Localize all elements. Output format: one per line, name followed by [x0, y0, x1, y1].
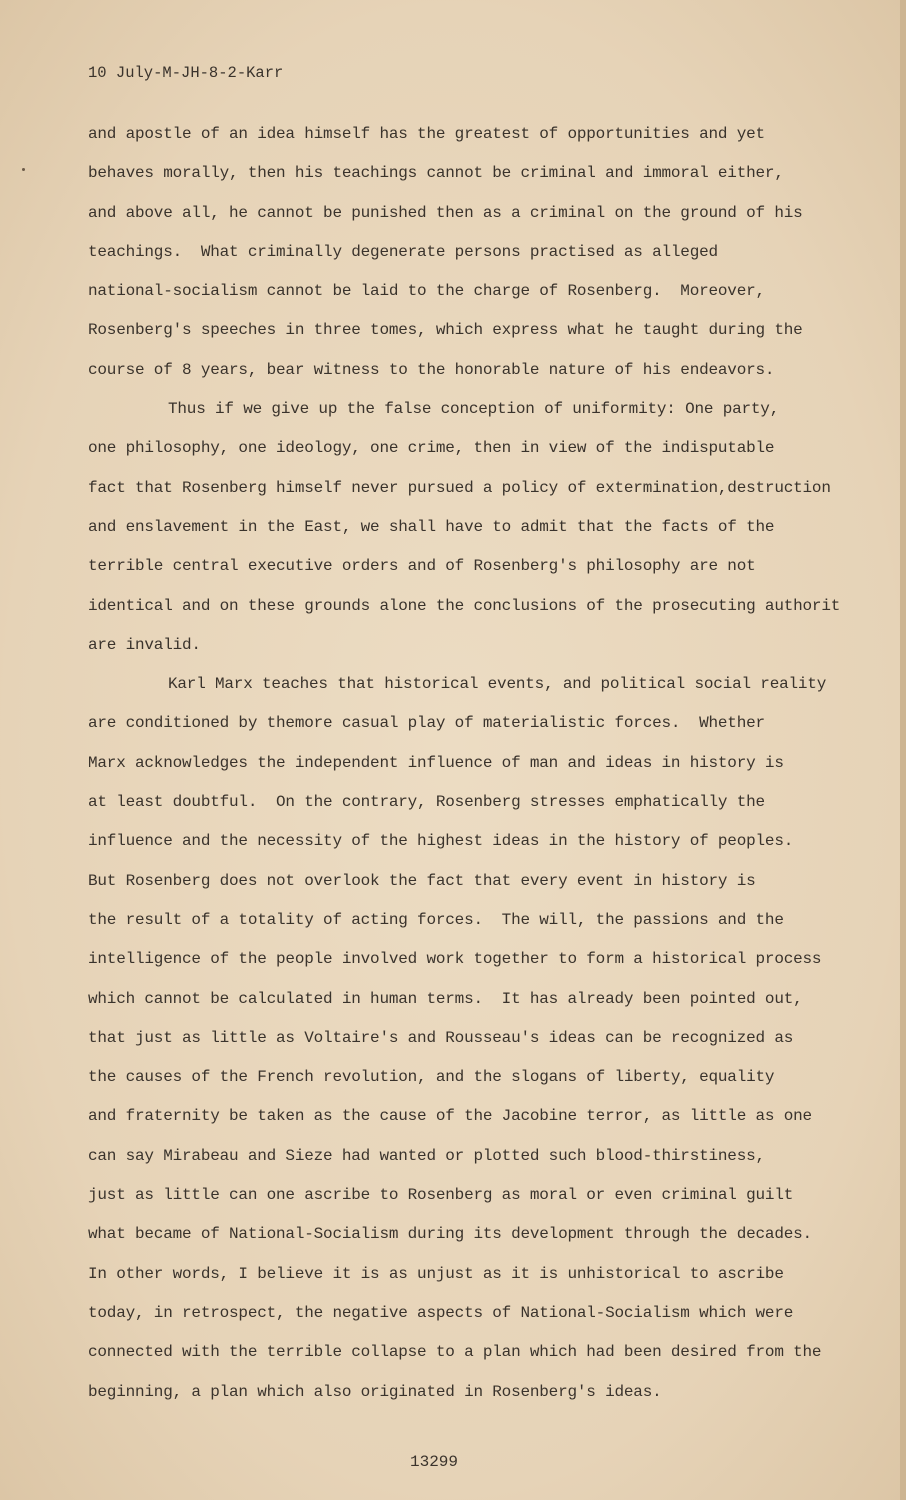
- text-line: fact that Rosenberg himself never pursued a policy of extermination,destruction: [88, 478, 831, 497]
- text-line: one philosophy, one ideology, one crime, then in view of the indisputable: [88, 439, 775, 458]
- paragraph: [88, 390, 868, 665]
- text-line: influence and the necessity of the highest ideas in the history of peoples.: [88, 832, 794, 851]
- text-line: are conditioned by themore casual play of materialistic forces. Whether: [88, 714, 765, 733]
- margin-mark: [22, 168, 25, 171]
- text-line: today, in retrospect, the negative aspects of National-Socialism which were: [88, 1303, 794, 1322]
- text-line: behaves morally, then his teachings cannot be criminal and immoral either,: [88, 164, 784, 183]
- text-line: the causes of the French revolution, and the slogans of liberty, equality: [88, 1068, 775, 1087]
- text-line: and above all, he cannot be punished then as a criminal on the ground of his: [88, 203, 803, 222]
- text-line: the result of a totality of acting forces. The will, the passions and the: [88, 910, 784, 929]
- page-edge: [900, 0, 906, 1500]
- paragraph: [88, 665, 868, 1412]
- text-line: terrible central executive orders and of Rosenberg's philosophy are not: [88, 557, 756, 576]
- text-line: that just as little as Voltaire's and Rousseau's ideas can be recognized as: [88, 1028, 794, 1047]
- text-line: In other words, I believe it is as unjust as it is unhistorical to ascribe: [88, 1264, 784, 1283]
- text-line: Marx acknowledges the independent influence of man and ideas in history is: [88, 753, 784, 772]
- document-header: 10 July-M-JH-8-2-Karr: [88, 64, 284, 82]
- text-line: and fraternity be taken as the cause of the Jacobine terror, as little as one: [88, 1107, 812, 1126]
- text-line: But Rosenberg does not overlook the fact that every event in history is: [88, 871, 756, 890]
- paragraph: [88, 115, 868, 390]
- text-line: and apostle of an idea himself has the greatest of opportunities and yet: [88, 125, 765, 143]
- text-line: intelligence of the people involved work together to form a historical process: [88, 950, 822, 969]
- text-line: Thus if we give up the false conception of uniformity: One party,: [168, 400, 780, 419]
- text-line: Karl Marx teaches that historical events, and political social reality: [168, 675, 827, 694]
- text-line: teachings. What criminally degenerate persons practised as alleged: [88, 242, 718, 261]
- text-line: national-socialism cannot be laid to the charge of Rosenberg. Moreover,: [88, 282, 765, 301]
- text-line: course of 8 years, bear witness to the honorable nature of his endeavors.: [88, 360, 775, 379]
- document-body: [88, 115, 868, 1412]
- text-line: just as little can one ascribe to Rosenberg as moral or even criminal guilt: [88, 1186, 794, 1205]
- text-line: identical and on these grounds alone the conclusions of the prosecuting authorit: [88, 596, 841, 615]
- text-line: can say Mirabeau and Sieze had wanted or plotted such blood-thirstiness,: [88, 1146, 765, 1165]
- page-number: 13299: [410, 1453, 459, 1471]
- text-line: Rosenberg's speeches in three tomes, which express what he taught during the: [88, 321, 803, 340]
- text-line: at least doubtful. On the contrary, Rosenberg stresses emphatically the: [88, 793, 765, 812]
- text-line: what became of National-Socialism during its development through the decades.: [88, 1225, 812, 1244]
- text-line: connected with the terrible collapse to a plan which had been desired from the: [88, 1343, 822, 1362]
- text-line: which cannot be calculated in human terms. It has already been pointed out,: [88, 989, 803, 1008]
- text-line: beginning, a plan which also originated in Rosenberg's ideas.: [88, 1382, 662, 1401]
- text-line: and enslavement in the East, we shall have to admit that the facts of the: [88, 517, 775, 536]
- text-line: are invalid.: [88, 635, 201, 654]
